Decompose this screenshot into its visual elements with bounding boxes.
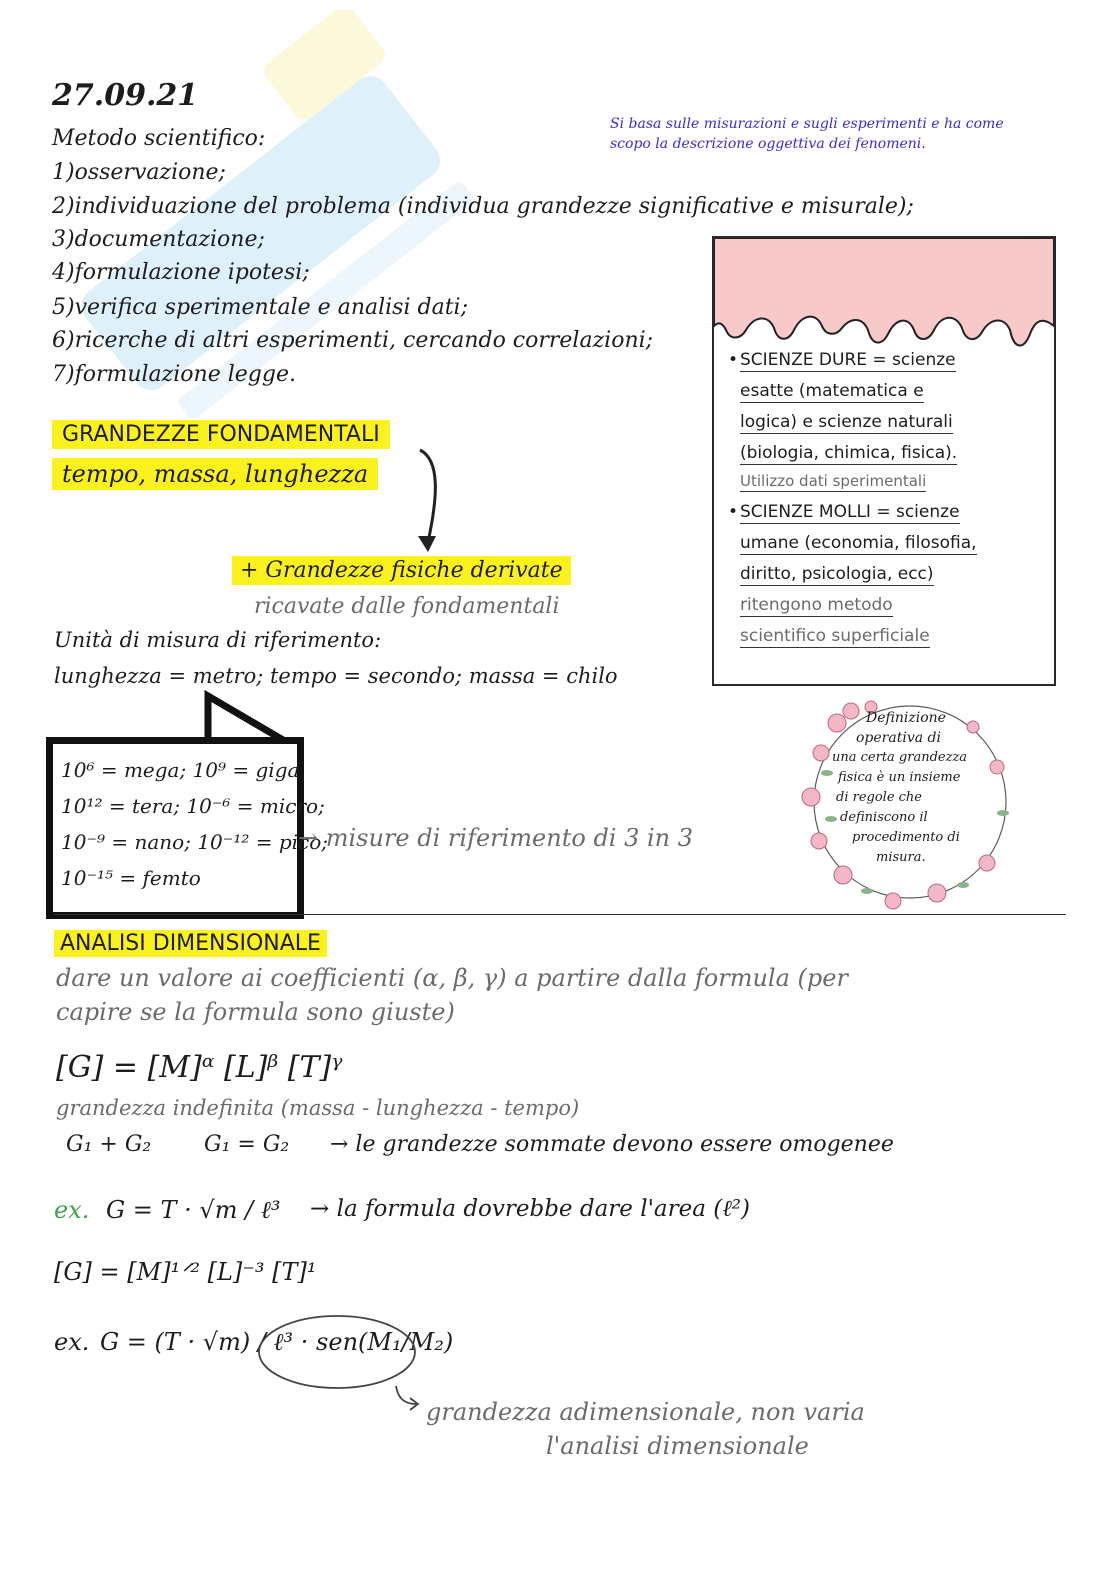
prefix-row-4: 10⁻¹⁵ = femto (61, 866, 201, 890)
dure-line-4: (biologia, chimica, fisica). (740, 443, 958, 463)
step-1: 1)osservazione; (52, 160, 226, 185)
metodo-title: Metodo scientifico: (52, 126, 266, 151)
section-divider (54, 914, 1066, 915)
def-line-6: definiscono il (840, 810, 928, 825)
def-line-4: fisica è un insieme (838, 770, 961, 785)
step-6: 6)ricerche di altri esperimenti, cercando correlazioni; (52, 328, 654, 353)
molli-line-2: umane (economia, filosofia, (740, 533, 977, 553)
ex1-dimensions: [G] = [M]¹ᐟ² [L]⁻³ [T]¹ (54, 1258, 317, 1286)
molli-note-2: scientifico superficiale (740, 626, 930, 646)
derivate-note: ricavate dalle fondamentali (254, 594, 560, 619)
analisi-desc-2: capire se la formula sono giuste) (56, 998, 455, 1026)
dure-line-1: SCIENZE DURE = scienze (740, 350, 956, 370)
blue-note-line2: scopo la descrizione oggettiva dei fenomeni. (610, 136, 926, 152)
def-line-8: misura. (876, 850, 926, 865)
def-line-2: operativa di (856, 730, 941, 746)
step-7: 7)formulazione legge. (52, 362, 296, 387)
circled-sen-term (255, 1312, 419, 1392)
def-line-3: una certa grandezza (832, 750, 968, 765)
sum-left: G₁ + G₂ (66, 1132, 152, 1157)
date-heading: 27.09.21 (52, 78, 199, 113)
dimensional-formula: [G] = [M]ᵅ [L]ᵝ [T]ᵞ (56, 1050, 343, 1085)
pink-drip-decoration (714, 238, 1054, 348)
fondamentali-title: GRANDEZZE FONDAMENTALI (52, 420, 390, 449)
molli-line-3: diritto, psicologia, ecc) (740, 564, 934, 584)
analisi-title: ANALISI DIMENSIONALE (54, 930, 327, 957)
step-4: 4)formulazione ipotesi; (52, 260, 310, 285)
def-line-5: di regole che (836, 790, 922, 805)
step-2: 2)individuazione del problema (individua grandezze significative e misurale); (52, 194, 914, 219)
step-5: 5)verifica sperimentale e analisi dati; (52, 295, 468, 320)
bullet-dot-1: • (728, 350, 739, 370)
arrow-down-icon (400, 446, 450, 558)
dure-note: Utilizzo dati sperimentali (740, 472, 927, 490)
dure-line-2: esatte (matematica e (740, 381, 924, 401)
blue-note-line1: Si basa sulle misurazioni e sugli esperimenti e ha come (610, 116, 1004, 132)
scienze-panel (712, 236, 1056, 686)
prefix-note: → misure di riferimento di 3 in 3 (298, 824, 694, 852)
def-line-1: Definizione (866, 710, 946, 726)
bullet-dot-2: • (728, 502, 739, 522)
unita-line: lunghezza = metro; tempo = secondo; massa = chilo (54, 664, 618, 688)
unita-title: Unità di misura di riferimento: (54, 628, 382, 652)
prefix-row-3: 10⁻⁹ = nano; 10⁻¹² = pico; (61, 830, 329, 854)
prefix-row-2: 10¹² = tera; 10⁻⁶ = micro; (61, 794, 325, 818)
sum-right: → le grandezze sommate devono essere omogenee (330, 1132, 894, 1157)
fondamentali-items: tempo, massa, lunghezza (52, 458, 378, 490)
ex2-label: ex. (54, 1328, 90, 1356)
grandezza-indefinita: grandezza indefinita (massa - lunghezza - tempo) (56, 1096, 580, 1120)
sum-mid: G₁ = G₂ (204, 1132, 290, 1157)
ex1-label: ex. (54, 1196, 90, 1224)
prefix-box (46, 737, 329, 919)
molli-line-1: SCIENZE MOLLI = scienze (740, 502, 960, 522)
ex2-formula: G = (T · √m) / ℓ³ · sen(M₁/M₂) (100, 1328, 454, 1356)
analisi-desc-1: dare un valore ai coefficienti (α, β, γ) a partire dalla formula (per (56, 964, 848, 992)
molli-note-1: ritengono metodo (740, 595, 893, 615)
dure-line-3: logica) e scienze naturali (740, 412, 953, 432)
def-line-7: procedimento di (852, 830, 960, 845)
derivate-title: + Grandezze fisiche derivate (232, 556, 571, 585)
prefix-row-1: 10⁶ = mega; 10⁹ = giga (61, 758, 300, 782)
ex1-note: → la formula dovrebbe dare l'area (ℓ²) (310, 1196, 750, 1222)
step-3: 3)documentazione; (52, 227, 265, 252)
ex1-formula: G = T · √m / ℓ³ (106, 1196, 281, 1224)
ex2-note-2: l'analisi dimensionale (546, 1432, 809, 1460)
arrow-right-icon (392, 1382, 422, 1412)
ex2-note-1: grandezza adimensionale, non varia (426, 1398, 865, 1426)
